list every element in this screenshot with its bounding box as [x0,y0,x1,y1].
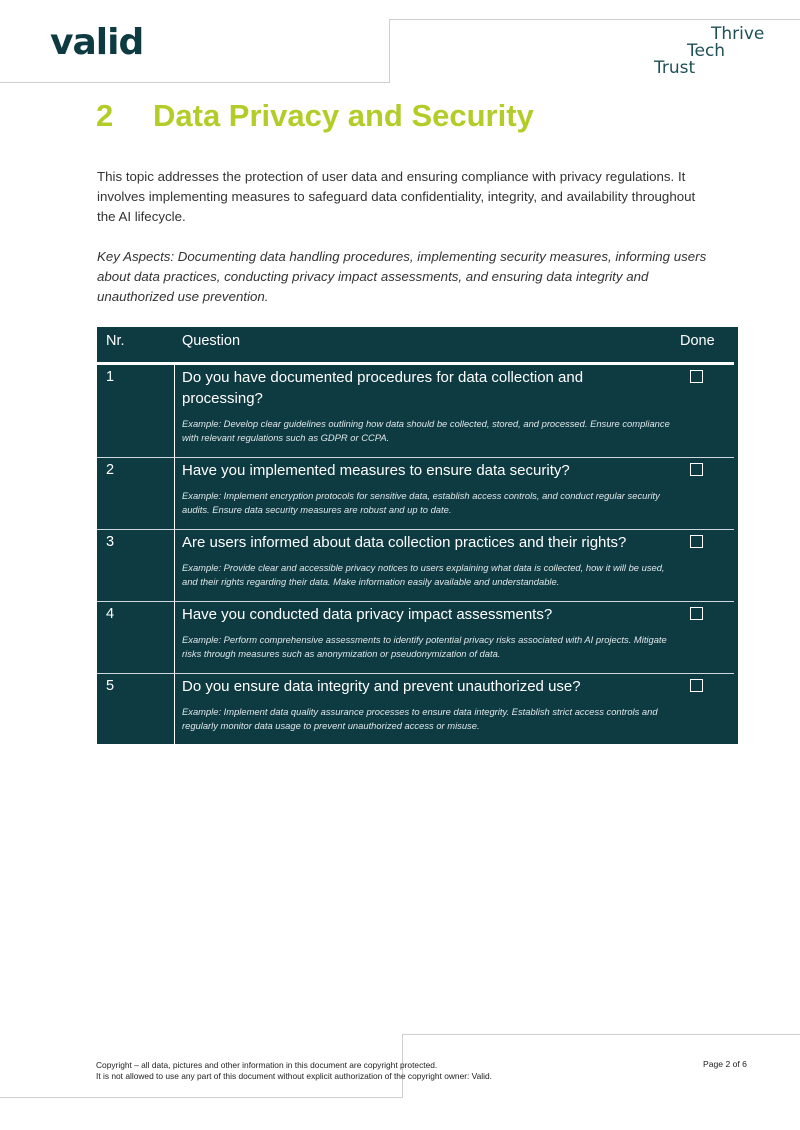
tagline-tech: Tech [687,41,726,61]
row-question: Are users informed about data collection practices and their rights? [182,534,627,551]
table-header [97,327,738,361]
row-example: Example: Implement data quality assurance processes to ensure data integrity. Establish strict access controls and regularly monitor data usage to prevent unauthorized access or misuse. [182,706,658,731]
key-aspects: Key Aspects: Documenting data handling procedures, implementing security measures, informing users about data practices, conducting privacy impact assessments, and ensuring data integrity and unauthorized use prevention. [97,249,707,304]
row-example: Example: Implement encryption protocols for sensitive data, establish access controls, and conduct regular security audits. Ensure data security measures are robust and up to date. [182,490,660,515]
done-checkbox[interactable] [690,607,703,620]
table-row [97,674,738,744]
section-title: Data Privacy and Security [153,98,534,133]
footer-divider-line [402,1034,800,1035]
row-question: Have you conducted data privacy impact assessments? [182,606,553,623]
row-question: Have you implemented measures to ensure data security? [182,462,570,479]
row-number: 5 [106,678,115,694]
table-row [97,602,738,673]
row-example: Example: Develop clear guidelines outlining how data should be collected, stored, and processed. Ensure compliance with relevant regulations such as GDPR or CCPA. [182,418,670,443]
row-question: Do you have documented procedures for data collection and processing? [182,369,584,407]
row-question: Do you ensure data integrity and prevent unauthorized use? [182,678,581,695]
checklist-table [97,327,738,744]
done-checkbox[interactable] [690,679,703,692]
section-heading [96,98,534,134]
tagline-thrive: Thrive [711,24,765,44]
header-divider-line [389,19,800,20]
done-checkbox[interactable] [690,535,703,548]
row-example: Example: Provide clear and accessible privacy notices to users explaining what data is collected, how it will be used, and their rights regarding their data. Make information easily available and understandable. [182,562,665,587]
page-number: Page 2 of 6 [703,1059,747,1069]
row-number: 4 [106,606,115,622]
header-done: Done [680,333,715,349]
done-checkbox[interactable] [690,463,703,476]
header-question: Question [182,333,241,349]
row-example: Example: Perform comprehensive assessments to identify potential privacy risks associated with AI projects. Mitigate risks through measures such as anonymization or pseudonymization of data. [182,634,667,659]
table-row [97,365,738,457]
copyright-line-2: It is not allowed to use any part of this document without explicit authorization of the copyright owner: Valid. [96,1071,493,1081]
footer-divider-line [0,1097,403,1098]
table-row [97,530,738,601]
row-number: 2 [106,462,115,478]
tagline [640,24,770,84]
copyright-line-1: Copyright – all data, pictures and other information in this document are copyright protected. [96,1060,438,1070]
row-number: 1 [106,369,115,385]
valid-logo: valid [50,22,144,63]
header-nr: Nr. [106,333,125,349]
section-intro: This topic addresses the protection of user data and ensuring compliance with privacy regulations. It involves implementing measures to safeguard data confidentiality, integrity, and availability throughout the AI lifecycle. [97,169,696,224]
tagline-trust: Trust [654,58,696,78]
row-number: 3 [106,534,115,550]
section-number: 2 [96,98,114,133]
done-checkbox[interactable] [690,370,703,383]
header-divider-line [389,19,390,83]
header-divider-line [0,82,390,83]
copyright-notice [96,1060,492,1082]
table-row [97,458,738,529]
